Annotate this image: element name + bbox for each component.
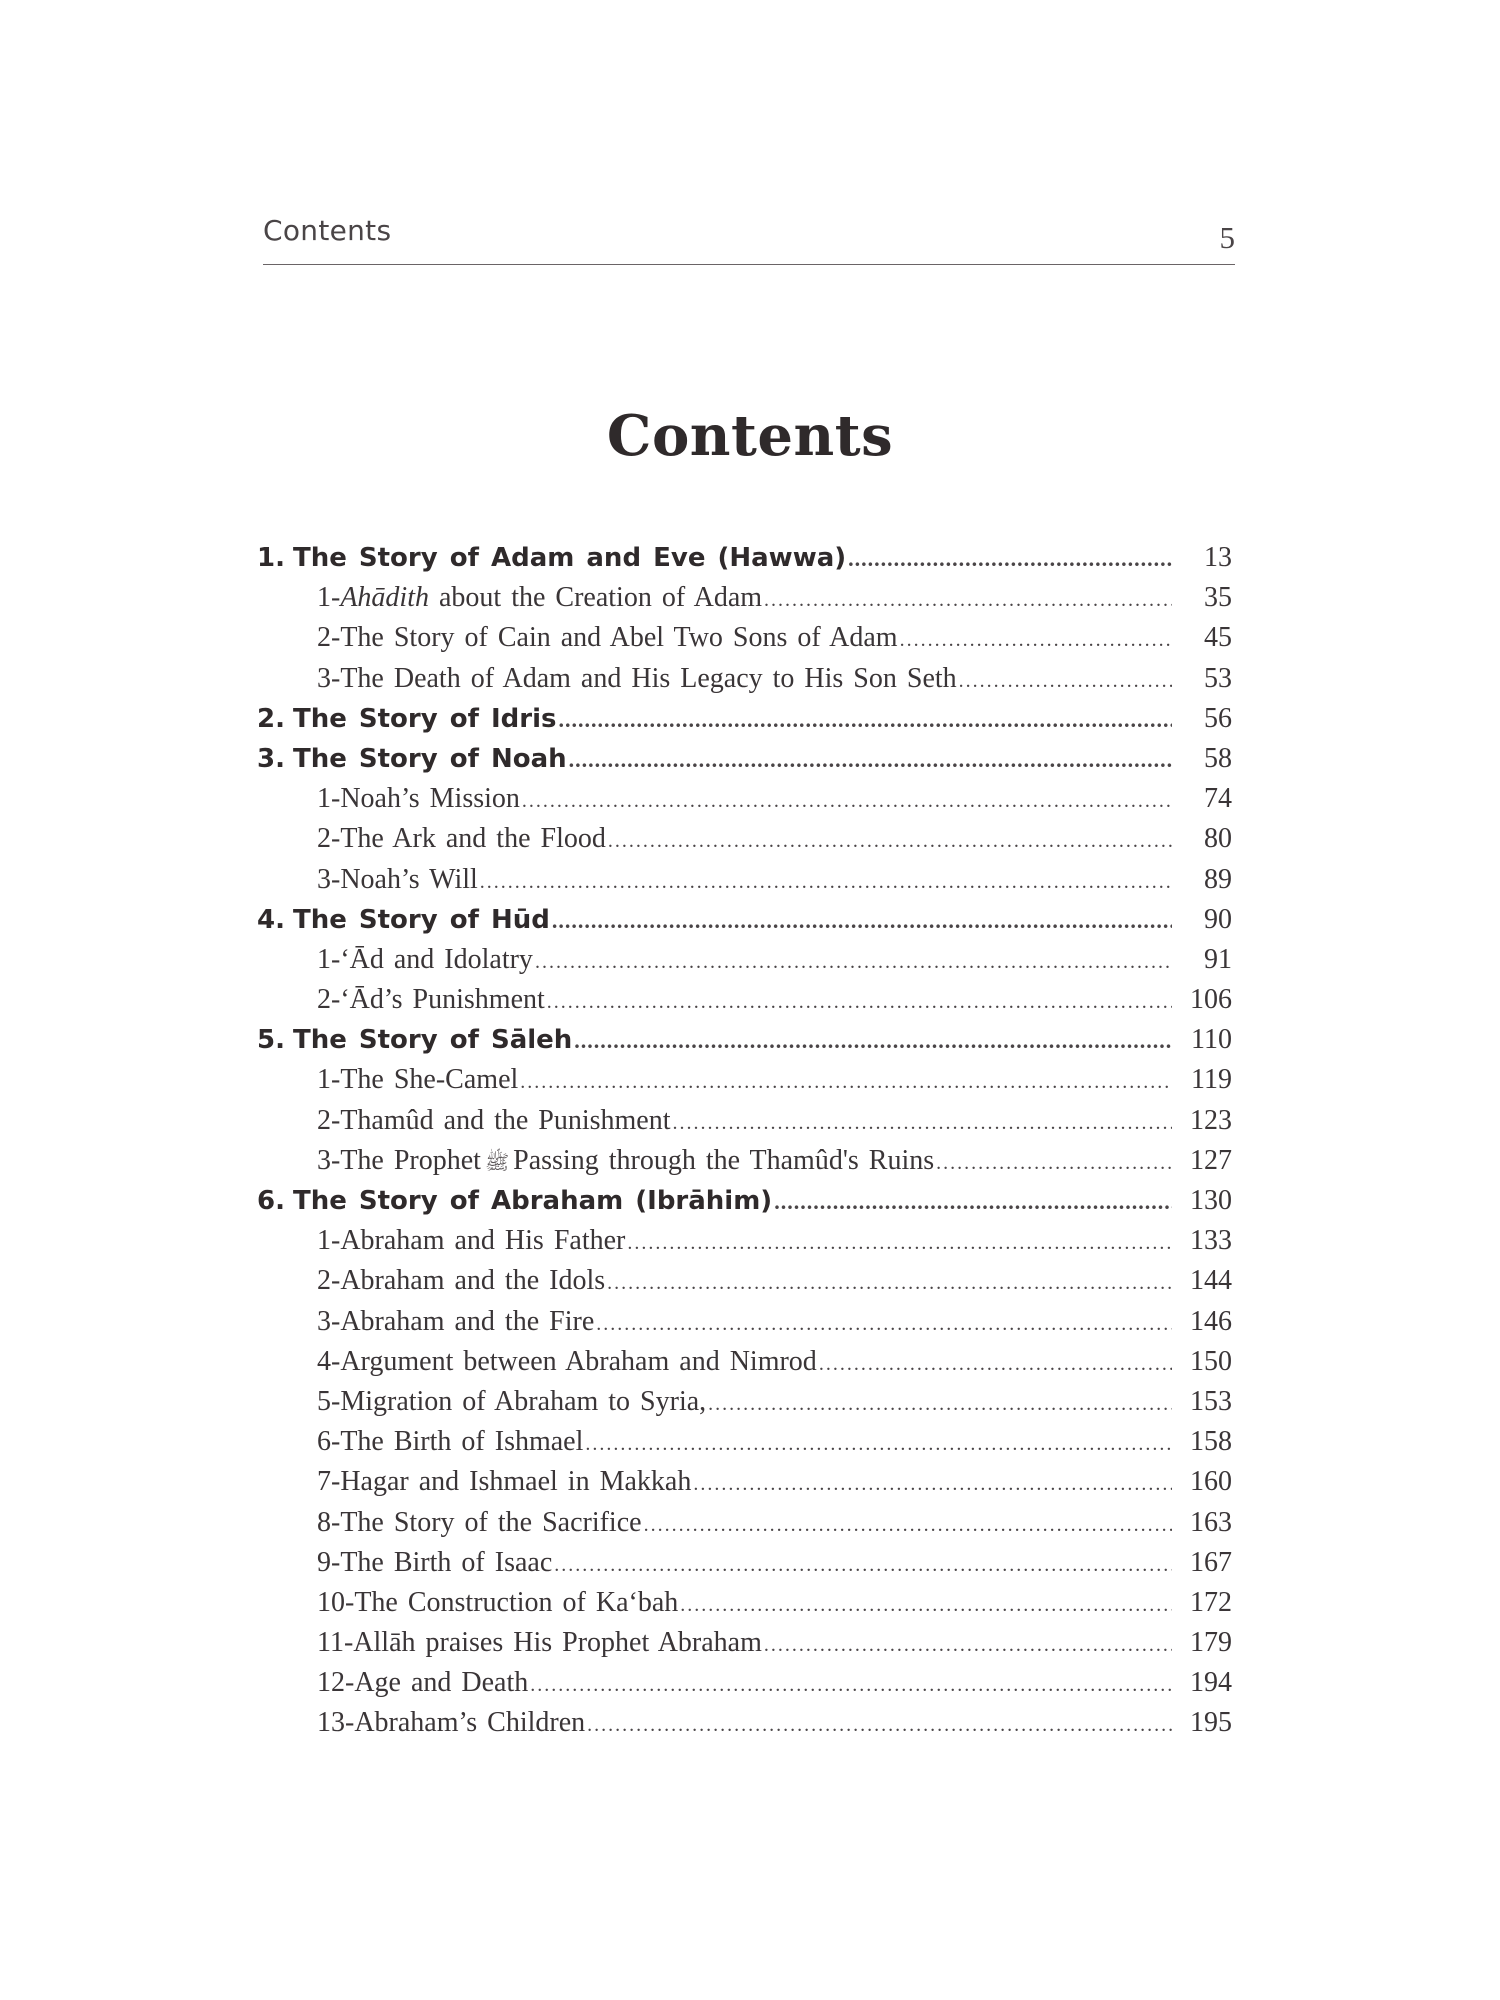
toc-page-number: 150 [1190,1345,1232,1377]
toc-entry-text: 1-Noah’s Mission [317,783,520,815]
dot-leader [552,908,1172,934]
toc-entry-text: The Story of Idris [292,703,557,734]
toc-entry-text-rest: about the Creation of Adam [429,582,763,614]
toc-section-entry [257,1346,1232,1386]
dot-leader [936,1152,1172,1175]
toc-entry-title [257,744,567,774]
dot-leader [547,991,1172,1014]
toc-page-number: 179 [1190,1627,1232,1659]
toc-page-number: 80 [1204,823,1232,855]
toc-section-entry [257,1587,1232,1627]
toc-section-entry [257,1265,1232,1305]
toc-entry-title [317,864,478,896]
toc-entry-title [257,704,556,734]
toc-page-number: 123 [1190,1104,1232,1136]
dot-leader [819,1353,1172,1376]
toc-page-number: 106 [1190,984,1232,1016]
toc-entry-title [317,1145,934,1179]
toc-chapter-entry [257,743,1232,783]
dot-leader [774,1189,1172,1215]
toc-section-entry [257,984,1232,1024]
dot-leader [708,1393,1172,1416]
toc-page-number: 195 [1190,1707,1232,1739]
table-of-contents [257,542,1232,1748]
toc-chapter-number: 1. [257,543,285,573]
dot-leader [959,670,1172,693]
toc-entry-text: 9-The Birth of Isaac [317,1546,553,1578]
toc-page-number: 153 [1190,1385,1232,1417]
dot-leader [535,951,1172,974]
dot-leader [569,747,1172,773]
toc-section-entry [257,1466,1232,1506]
running-page-number: 5 [1219,220,1235,255]
toc-chapter-number: 3. [257,743,285,774]
dot-leader [574,1028,1172,1054]
toc-page-number: 130 [1190,1185,1232,1216]
running-title: Contents [263,214,392,247]
toc-section-entry [257,1306,1232,1346]
dot-leader [554,1554,1172,1577]
toc-section-entry [257,1225,1232,1265]
toc-section-entry [257,622,1232,662]
toc-page-number: 172 [1190,1586,1232,1618]
toc-page-number: 91 [1204,943,1232,975]
toc-entry-text: 3-The Death of Adam and His Legacy to His Son Seth [317,662,957,694]
dot-leader [848,546,1172,572]
toc-entry-text: 12-Age and Death [317,1667,529,1699]
toc-entry-title [317,663,957,695]
toc-entry-text: 2-The Story of Cain and Abel Two Sons of Adam [317,622,898,654]
toc-entry-text: 1-Abraham and His Father [317,1225,626,1257]
toc-page-number: 53 [1204,662,1232,694]
toc-entry-text-rest: Passing through the Thamûd's Ruins [513,1144,935,1176]
toc-entry-text: 2-Abraham and the Idols [317,1265,606,1297]
toc-entry-title [257,905,550,935]
toc-page-number: 110 [1191,1024,1232,1056]
toc-entry-title [317,1587,678,1619]
toc-entry-title [317,1547,552,1579]
toc-chapter-number: 5. [257,1025,285,1056]
toc-entry-title [317,1667,528,1699]
toc-page-number: 194 [1190,1667,1232,1699]
toc-entry-title [317,582,762,614]
toc-page-number: 167 [1190,1546,1232,1578]
toc-section-entry [257,864,1232,904]
toc-page-number: 127 [1190,1144,1232,1176]
toc-section-entry [257,663,1232,703]
toc-entry-title [317,1386,706,1418]
toc-section-entry [257,783,1232,823]
toc-entry-title [317,823,606,855]
toc-entry-title [317,1225,625,1257]
toc-entry-title [317,1346,817,1378]
dot-leader [585,1433,1172,1456]
toc-entry-title [317,944,533,976]
toc-chapter-entry [257,703,1232,743]
toc-page-number: 160 [1190,1466,1232,1498]
toc-entry-text: 1-The She-Camel [317,1064,519,1096]
toc-entry-text: 10-The Construction of Ka‘bah [317,1586,679,1618]
toc-entry-title [257,543,846,573]
dot-leader [480,871,1172,894]
toc-entry-text-italic: Ahādith [340,582,429,614]
toc-entry-text: The Story of Adam and Eve (Hawwa) [292,543,847,573]
toc-entry-text: 8-The Story of the Sacrifice [317,1506,642,1538]
toc-entry-text: 2-The Ark and the Flood [317,823,606,855]
toc-entry-text: The Story of Hūd [292,904,550,935]
toc-section-entry [257,1105,1232,1145]
toc-page-number: 90 [1204,903,1232,935]
toc-chapter-entry [257,542,1232,582]
toc-page-number: 144 [1190,1265,1232,1297]
toc-entry-title [317,622,898,654]
toc-entry-text-prefix: 3-The Prophet [317,1144,481,1176]
toc-section-entry [257,1547,1232,1587]
toc-section-entry [257,1667,1232,1707]
toc-entry-text: 3-Abraham and the Fire [317,1305,595,1337]
dot-leader [693,1473,1172,1496]
toc-page-number: 45 [1204,622,1232,654]
toc-section-entry [257,1507,1232,1547]
toc-entry-text: The Story of Noah [292,743,567,774]
toc-entry-title [317,1306,594,1338]
toc-entry-title [317,1426,583,1458]
dot-leader [764,1634,1172,1657]
toc-entry-title [317,1105,671,1137]
toc-entry-text: 6-The Birth of Ishmael [317,1426,584,1458]
toc-entry-text: 4-Argument between Abraham and Nimrod [317,1345,817,1377]
dot-leader [900,629,1172,652]
page-title: Contents [606,403,894,469]
toc-entry-title [317,1064,518,1096]
dot-leader [522,790,1172,813]
toc-page-number: 58 [1204,742,1232,774]
dot-leader [673,1112,1172,1135]
toc-entry-text: 7-Hagar and Ishmael in Makkah [317,1466,692,1498]
toc-entry-text: 3-Noah’s Will [317,863,478,895]
toc-entry-title [317,1627,762,1659]
toc-entry-title [317,984,545,1016]
toc-section-entry [257,1386,1232,1426]
toc-page-number: 89 [1204,863,1232,895]
toc-entry-text: The Story of Sāleh [292,1025,573,1056]
dot-leader [530,1674,1172,1697]
toc-entry-title [317,1466,691,1498]
running-header [263,214,1235,265]
toc-section-entry [257,1064,1232,1104]
dot-leader [627,1232,1172,1255]
toc-chapter-entry [257,1024,1232,1064]
toc-chapter-entry [257,1185,1232,1225]
toc-chapter-number: 2. [257,703,285,734]
toc-section-entry [257,582,1232,622]
toc-entry-text: 11-Allāh praises His Prophet Abraham [317,1627,762,1659]
dot-leader [587,1714,1172,1737]
toc-entry-text: 13-Abraham’s Children [317,1707,586,1739]
toc-section-entry [257,1707,1232,1747]
dot-leader [680,1594,1172,1617]
dot-leader [608,830,1172,853]
toc-page-number: 163 [1190,1506,1232,1538]
dot-leader [644,1514,1172,1537]
toc-entry-title [257,1025,572,1055]
toc-section-entry [257,944,1232,984]
toc-page-number: 56 [1204,702,1232,734]
toc-section-entry [257,1426,1232,1466]
dot-leader [520,1071,1172,1094]
toc-chapter-number: 4. [257,904,285,935]
toc-entry-title [317,1265,605,1297]
toc-entry-title [317,783,520,815]
toc-page-number: 146 [1190,1305,1232,1337]
toc-entry-text: 2-Thamûd and the Punishment [317,1104,671,1136]
toc-page-number: 35 [1204,582,1232,614]
toc-page-number: 13 [1204,542,1232,573]
toc-chapter-entry [257,904,1232,944]
dot-leader [596,1313,1172,1336]
toc-entry-text: The Story of Abraham (Ibrāhim) [292,1186,773,1216]
toc-section-entry [257,1627,1232,1667]
toc-entry-title [317,1707,585,1739]
toc-page-number: 158 [1190,1426,1232,1458]
toc-section-entry [257,823,1232,863]
pbuh-symbol-icon: ﷺ [484,1151,510,1174]
toc-entry-text: 5-Migration of Abraham to Syria, [317,1385,707,1417]
dot-leader [558,707,1172,733]
toc-entry-text-prefix: 1- [317,582,341,614]
toc-chapter-number: 6. [257,1186,285,1216]
toc-page-number: 133 [1190,1225,1232,1257]
toc-entry-text: 2-‘Ād’s Punishment [317,984,545,1016]
dot-leader [764,589,1172,612]
toc-section-entry [257,1145,1232,1185]
toc-entry-title [317,1507,642,1539]
dot-leader [607,1272,1172,1295]
toc-entry-text: 1-‘Ād and Idolatry [317,943,533,975]
toc-page-number: 119 [1191,1064,1232,1096]
toc-entry-title [257,1186,772,1216]
toc-page-number: 74 [1204,783,1232,815]
